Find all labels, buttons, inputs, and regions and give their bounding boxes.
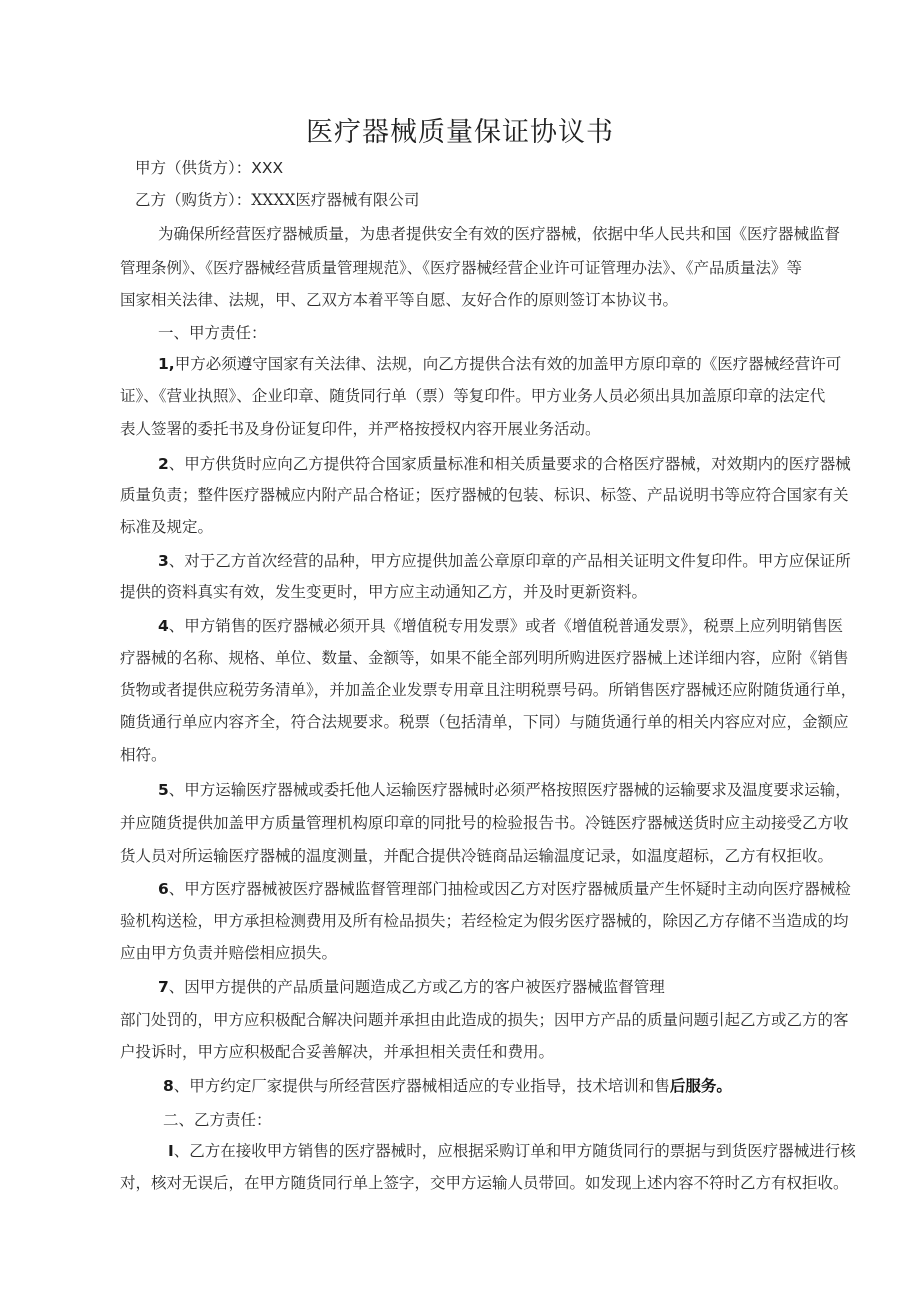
clause-line: 表人签署的委托书及身份证复印件，并严格按授权内容开展业务活动。 [120, 420, 601, 438]
clause-line: 应由甲方负责并赔偿相应损失。 [120, 944, 338, 962]
section-heading-party-a: 一、甲方责任： [158, 324, 267, 342]
clause-first-line: 8、甲方约定厂家提供与所经营医疗器械相适应的专业指导，技术培训和售后服务。 [163, 1076, 732, 1095]
clause-number: 3 [158, 552, 169, 570]
clause-line: 户投诉时，甲方应积极配合妥善解决，并承担相关责任和费用。 [120, 1043, 555, 1061]
document-title: 医疗器械质量保证协议书 [306, 117, 614, 148]
clause-first-line: 5、甲方运输医疗器械或委托他人运输医疗器械时必须严格按照医疗器械的运输要求及温度要求运输， [158, 781, 851, 799]
clause-number: 2 [158, 455, 169, 473]
clause-number: 1, [158, 355, 175, 373]
clause-tail: 后服务。 [669, 1076, 732, 1095]
clause-line: 相符。 [120, 746, 167, 764]
party-a-label: 甲方（供货方）： [135, 159, 252, 177]
party-a-value: XXX [251, 159, 284, 177]
clause-line: 疗器械的名称、规格、单位、数量、金额等，如果不能全部列明所购进医疗器械上述详细内容，应附《销售 [120, 649, 849, 667]
clause-first-line: 2、甲方供货时应向乙方提供符合国家质量标准和相关质量要求的合格医疗器械，对效期内的医疗器械 [158, 455, 851, 473]
clause-line: 验机构送检，甲方承担检测费用及所有检品损失；若经检定为假劣医疗器械的，除因乙方存储不当造成的均 [120, 912, 849, 930]
intro-line: 管理条例》、《医疗器械经营质量管理规范》、《医疗器械经营企业许可证管理办法》、《产品质量法》等 [120, 259, 803, 277]
clause-line: 提供的资料真实有效，发生变更时，甲方应主动通知乙方，并及时更新资料。 [120, 583, 648, 601]
clause-first-line: 6、甲方医疗器械被医疗器械监督管理部门抽检或因乙方对医疗器械质量产生怀疑时主动向医疗器械检 [158, 880, 851, 898]
clause-first-line: 1,甲方必须遵守国家有关法律、法规，向乙方提供合法有效的加盖甲方原印章的《医疗器械经营许可 [158, 355, 842, 373]
clause-line: 随货通行单应内容齐全，符合法规要求。税票（包括清单，下同）与随货通行单的相关内容应对应，金额应 [120, 713, 849, 731]
clause-line: 对，核对无误后，在甲方随货同行单上签字，交甲方运输人员带回。如发现上述内容不符时乙方有权拒收。 [120, 1174, 849, 1192]
clause-first-line: 4、甲方销售的医疗器械必须开具《增值税专用发票》或者《增值税普通发票》，税票上应列明销售医 [158, 617, 844, 635]
clause-first-line: I、乙方在接收甲方销售的医疗器械时，应根据采购订单和甲方随货同行的票据与到货医疗器械进行核 [168, 1142, 856, 1160]
party-a-line [135, 158, 283, 178]
clause-line: 货人员对所运输医疗器械的温度测量，并配合提供冷链商品运输温度记录，如温度超标，乙方有权拒收。 [120, 847, 834, 865]
intro-line: 国家相关法律、法规，甲、乙双方本着平等自愿、友好合作的原则签订本协议书。 [120, 291, 679, 309]
clause-number: 8 [163, 1077, 174, 1095]
clause-line: 标准及规定。 [120, 518, 214, 536]
clause-line: 货物或者提供应税劳务清单》，并加盖企业发票专用章且注明税票号码。所销售医疗器械还应附随货通行单， [120, 681, 857, 699]
clause-number: 5 [158, 781, 169, 799]
clause-number: 7 [158, 978, 169, 996]
intro-line: 为确保所经营医疗器械质量，为患者提供安全有效的医疗器械，依据中华人民共和国《医疗器械监督 [158, 225, 841, 243]
clause-number: I [168, 1142, 174, 1160]
clause-line: 部门处罚的，甲方应积极配合解决问题并承担由此造成的损失；因甲方产品的质量问题引起乙方或乙方的客 [120, 1011, 849, 1029]
clause-first-line: 3、对于乙方首次经营的品种，甲方应提供加盖公章原印章的产品相关证明文件复印件。甲方应保证所 [158, 552, 851, 570]
clause-line: 质量负责；整件医疗器械应内附产品合格证；医疗器械的包装、标识、标签、产品说明书等应符合国家有关 [120, 486, 849, 504]
section-heading-party-b: 二、乙方责任： [163, 1111, 272, 1129]
party-b-value: XXXX医疗器械有限公司 [251, 191, 420, 209]
clause-line: 并应随货提供加盖甲方质量管理机构原印章的同批号的检验报告书。冷链医疗器械送货时应主动接受乙方收 [120, 814, 849, 832]
clause-number: 4 [158, 617, 169, 635]
clause-number: 6 [158, 880, 169, 898]
clause-line: 证》、《营业执照》、企业印章、随货同行单（票）等复印件。甲方业务人员必须出具加盖原印章的法定代 [120, 387, 826, 405]
party-b-line [135, 190, 419, 210]
party-b-label: 乙方（购货方）： [135, 191, 252, 209]
clause-first-line: 7、因甲方提供的产品质量问题造成乙方或乙方的客户被医疗器械监督管理 [158, 978, 665, 996]
